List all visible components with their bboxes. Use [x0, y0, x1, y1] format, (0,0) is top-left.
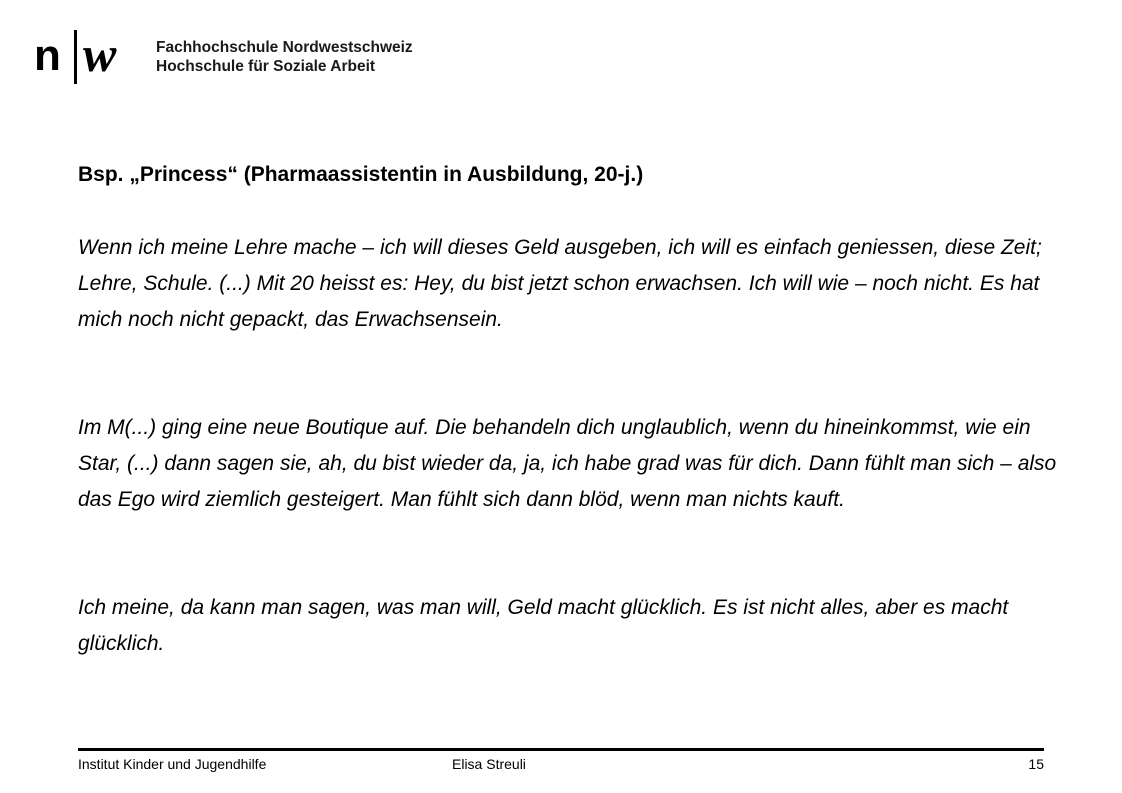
logo-divider [74, 30, 77, 84]
slide-heading: Bsp. „Princess“ (Pharmaassistentin in Ausbildung, 20-j.) [78, 163, 644, 186]
quote-paragraph-2: Im M(...) ging eine neue Boutique auf. Die behandeln dich unglaublich, wenn du hineinkommst, wie ein Star, (...) dann sagen sie, ah, du bist wieder da, ja, ich habe grad was für dich. Dann fühlt man sich – also das Ego wird ziemlich gesteigert. Man fühlt sich dann blöd, wenn man nichts kauft. [78, 416, 1057, 511]
footer-page-number: 15 [1028, 756, 1044, 772]
quote-paragraph-1: Wenn ich meine Lehre mache – ich will dieses Geld ausgeben, ich will es einfach geniessen, diese Zeit; Lehre, Schule. (...) Mit 20 heisst es: Hey, du bist jetzt schon erwachsen. Ich will wie – noch nicht. Es hat mich noch nicht gepackt, das Erwachsensein. [78, 236, 1042, 331]
organization-line-2: Hochschule für Soziale Arbeit [156, 58, 376, 75]
quote-paragraph-3: Ich meine, da kann man sagen, was man will, Geld macht glücklich. Es ist nicht alles, aber es macht glücklich. [78, 596, 1009, 655]
logo-letter-w: w [83, 26, 117, 82]
logo-letter-n: n [34, 31, 60, 80]
organization-name [156, 38, 413, 76]
footer-divider [78, 748, 1044, 751]
organization-line-1: Fachhochschule Nordwestschweiz [156, 39, 413, 56]
footer-author: Elisa Streuli [452, 756, 526, 772]
footer-institute: Institut Kinder und Jugendhilfe [78, 756, 267, 772]
